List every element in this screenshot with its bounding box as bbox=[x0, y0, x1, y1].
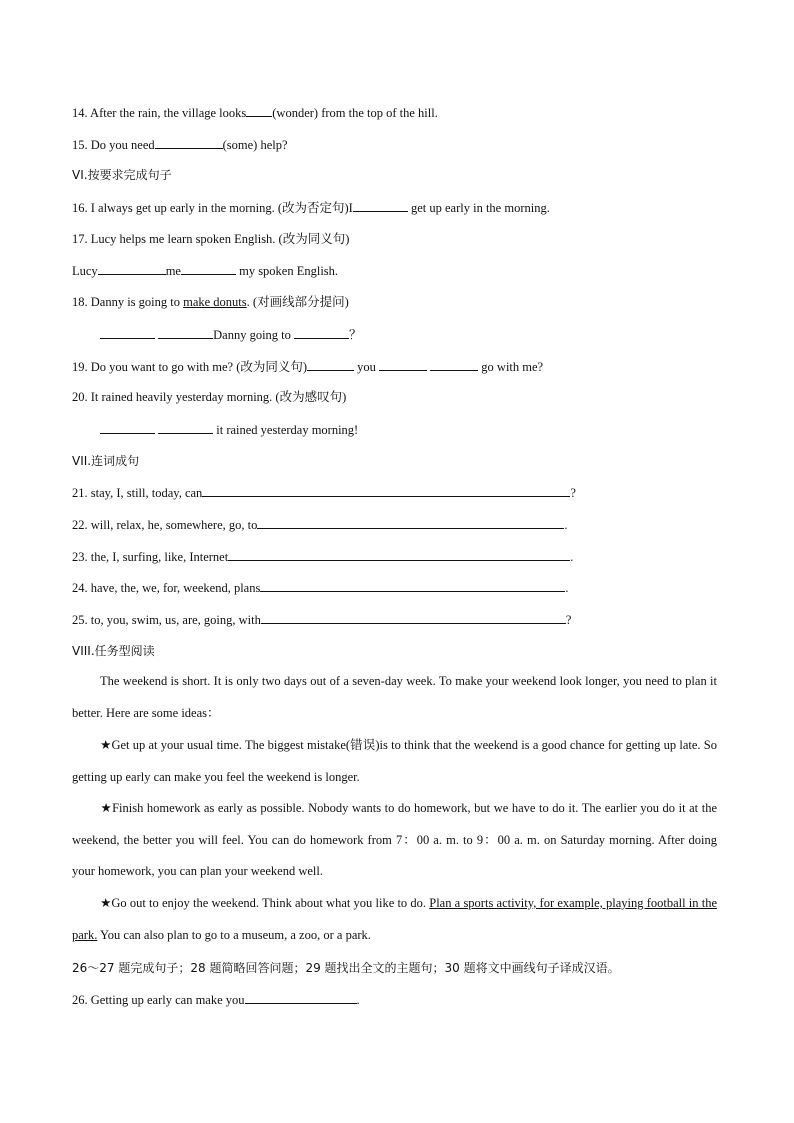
passage-underlined-sentence: Plan a sports activity, for example, playing football in the park. bbox=[72, 896, 717, 942]
question-20-answer-line bbox=[100, 421, 358, 438]
q23-answer-blank[interactable] bbox=[228, 548, 570, 561]
question-17-answer-line bbox=[72, 262, 338, 279]
q21-end-mark: ? bbox=[570, 486, 576, 500]
q15-hint: (some) help? bbox=[222, 138, 288, 152]
passage-p4-tail: You can also plan to go to a museum, a zoo, or a park. bbox=[97, 927, 371, 942]
q25-end-mark: ? bbox=[565, 613, 572, 627]
q18-prompt: 18. Danny is going to bbox=[72, 295, 184, 309]
q14-prompt: 14. After the rain, the village looks bbox=[72, 106, 247, 120]
q25-words: 25. to, you, swim, us, are, going, with bbox=[72, 613, 261, 627]
question-21 bbox=[72, 484, 576, 501]
question-18 bbox=[72, 294, 349, 310]
q21-words: 21. stay, I, still, today, can bbox=[72, 486, 203, 500]
q19-mid: you bbox=[354, 360, 380, 374]
q18-blank-2[interactable] bbox=[158, 326, 213, 339]
q19-blank-1[interactable] bbox=[307, 358, 354, 371]
passage-p2-text: ★Get up at your usual time. The biggest mistake(错误)is to think that the weekend is a good chance for getting up late. So getting up early can make you feel the weekend is longer. bbox=[72, 738, 717, 784]
q19-blank-2[interactable] bbox=[379, 358, 427, 371]
passage-paragraph-1 bbox=[72, 666, 717, 729]
passage-paragraph-3 bbox=[72, 793, 717, 888]
q19-blank-3[interactable] bbox=[430, 358, 478, 371]
q18-underlined-phrase: make donuts bbox=[183, 295, 247, 309]
q14-answer-blank[interactable] bbox=[246, 104, 272, 117]
question-24 bbox=[72, 579, 568, 596]
q18-blank-1[interactable] bbox=[100, 326, 155, 339]
passage-paragraph-4 bbox=[72, 888, 717, 951]
q16-prompt: 16. I always get up early in the morning. (改为否定句)I bbox=[72, 201, 353, 215]
task-instructions: 26～27 题完成句子；28 题简略回答问题；29 题找出全文的主题句；30 题将文中画线句子译成汉语。 bbox=[72, 961, 620, 975]
q20b-rest: it rained yesterday morning! bbox=[213, 423, 359, 437]
question-22 bbox=[72, 516, 568, 533]
question-19 bbox=[72, 358, 543, 375]
q24-words: 24. have, the, we, for, weekend, plans bbox=[72, 581, 261, 595]
question-18-answer-line bbox=[100, 326, 362, 343]
q22-words: 22. will, relax, he, somewhere, go, to bbox=[72, 518, 258, 532]
q19-prompt: 19. Do you want to go with me? (改为同义句) bbox=[72, 360, 308, 374]
q24-end-mark: . bbox=[565, 581, 569, 595]
q26-answer-blank[interactable] bbox=[245, 991, 357, 1004]
q18b-mid: Danny going to bbox=[213, 328, 295, 342]
q20-blank-2[interactable] bbox=[158, 421, 213, 434]
question-14 bbox=[72, 104, 438, 121]
passage-p3-text: ★Finish homework as early as possible. Nobody wants to do homework, but we have to do it. The earlier you do it at the weekend, the better you will feel. You can do homework from 7：00 a. m. to 9：00 a. m. on Saturday morning. After doing your homework, you can plan your weekend well. bbox=[72, 801, 717, 879]
passage-p4-lead: ★Go out to enjoy the weekend. Think about what you like to do. bbox=[100, 896, 430, 910]
q23-end-mark: . bbox=[570, 550, 574, 564]
q20-blank-1[interactable] bbox=[100, 421, 155, 434]
q16-answer-blank[interactable] bbox=[353, 199, 408, 212]
q22-end-mark: . bbox=[564, 518, 568, 532]
question-17: 17. Lucy helps me learn spoken English. (改为同义句) bbox=[72, 232, 350, 246]
question-20: 20. It rained heavily yesterday morning. (改为感叹句) bbox=[72, 390, 347, 404]
q17-blank-2[interactable] bbox=[181, 262, 236, 275]
section-6-heading: VI.按要求完成句子 bbox=[72, 168, 172, 182]
q26-prompt: 26. Getting up early can make you bbox=[72, 993, 245, 1007]
section-8-heading: VIII.任务型阅读 bbox=[72, 644, 155, 658]
q15-answer-blank[interactable] bbox=[155, 136, 223, 149]
q17b-part1: Lucy bbox=[72, 264, 98, 278]
q15-prompt: 15. Do you need bbox=[72, 138, 155, 152]
q21-answer-blank[interactable] bbox=[202, 484, 570, 497]
q18-instruction: . (对画线部分提问) bbox=[246, 295, 349, 309]
q19-rest: go with me? bbox=[478, 360, 544, 374]
q26-end-mark: . bbox=[356, 993, 360, 1007]
q23-words: 23. the, I, surfing, like, Internet bbox=[72, 550, 229, 564]
q17b-part2: me bbox=[165, 264, 181, 278]
passage-p1-text: The weekend is short. It is only two days out of a seven-day week. To make your weekend look longer, you need to plan it better. Here are some ideas： bbox=[72, 674, 717, 720]
passage-paragraph-2 bbox=[72, 730, 717, 793]
q16-rest: get up early in the morning. bbox=[407, 201, 550, 215]
q18-blank-3[interactable] bbox=[294, 326, 349, 339]
q14-hint: (wonder) from the top of the hill. bbox=[272, 106, 438, 120]
question-25 bbox=[72, 611, 571, 628]
q17b-part3: my spoken English. bbox=[235, 264, 339, 278]
section-7-heading: VII.连词成句 bbox=[72, 454, 140, 468]
question-26 bbox=[72, 991, 360, 1008]
q17-blank-1[interactable] bbox=[98, 262, 166, 275]
q25-answer-blank[interactable] bbox=[261, 611, 566, 624]
q24-answer-blank[interactable] bbox=[260, 579, 565, 592]
question-15 bbox=[72, 136, 288, 153]
q22-answer-blank[interactable] bbox=[257, 516, 564, 529]
q18b-end: ？ bbox=[349, 328, 362, 342]
question-16 bbox=[72, 199, 550, 216]
question-23 bbox=[72, 548, 573, 565]
